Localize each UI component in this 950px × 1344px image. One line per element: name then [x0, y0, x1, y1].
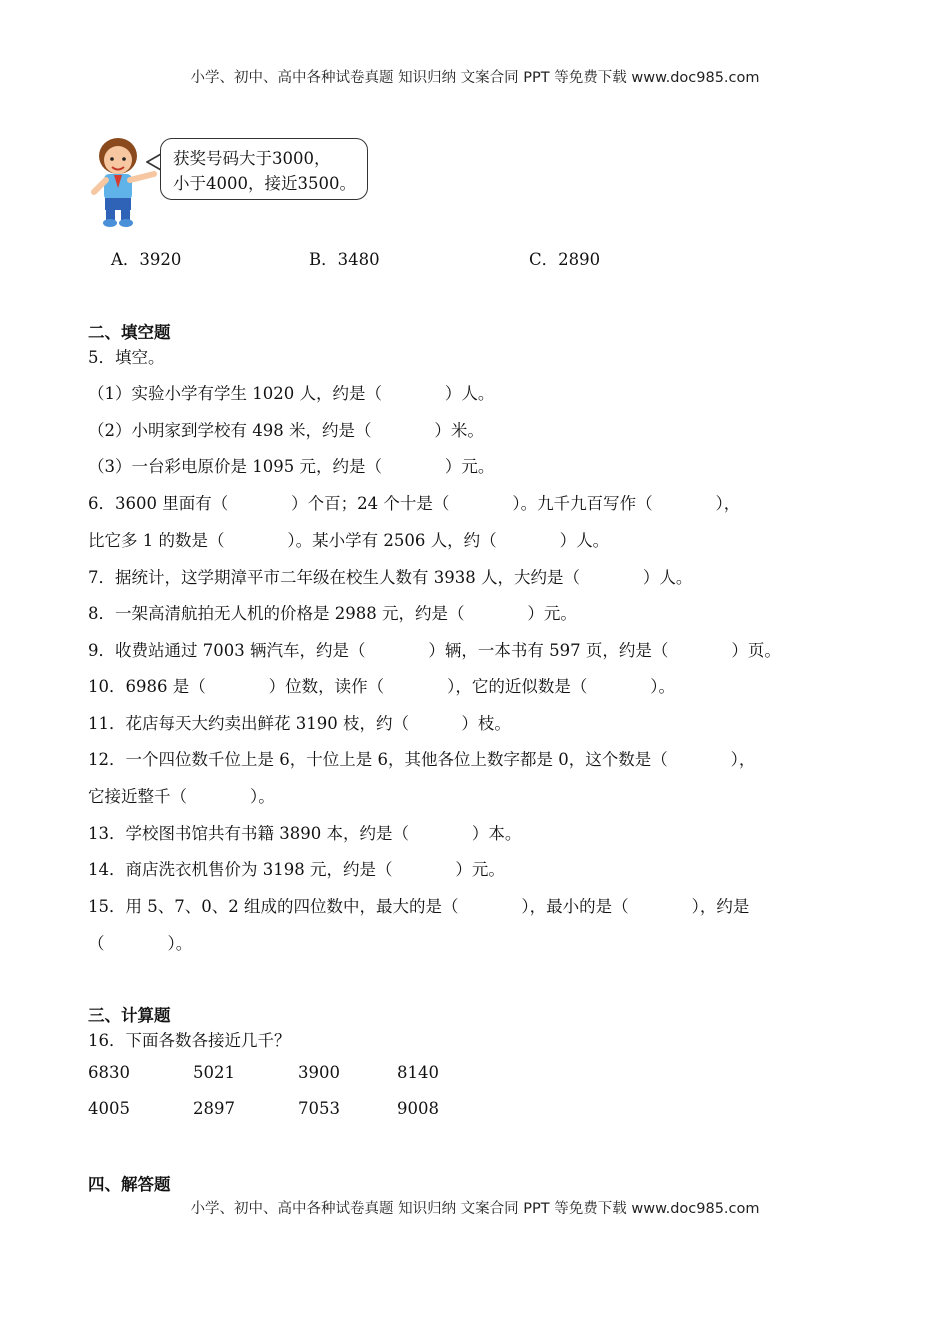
option-a: A．3920: [111, 250, 182, 269]
question-5-2: （2）小明家到学校有 498 米，约是（ ）米。: [88, 421, 484, 440]
number-cell: 4005: [88, 1099, 130, 1118]
question-14: 14．商店洗衣机售价为 3198 元，约是（ ）元。: [88, 860, 505, 879]
option-c: C．2890: [529, 250, 601, 269]
question-15-line-1: 15．用 5、7、0、2 组成的四位数中，最大的是（ ），最小的是（ ），约是: [88, 897, 750, 916]
question-6-line-2: 比它多 1 的数是（ ）。某小学有 2506 人，约（ ）人。: [88, 531, 610, 550]
number-cell: 7053: [298, 1099, 340, 1118]
question-10: 10．6986 是（ ）位数，读作（ ），它的近似数是（ ）。: [88, 677, 676, 696]
number-cell: 2897: [193, 1099, 235, 1118]
number-cell: 8140: [397, 1063, 439, 1082]
question-12-line-2: 它接近整千（ ）。: [88, 787, 275, 806]
number-cell: 9008: [397, 1099, 439, 1118]
question-15-line-2: （ ）。: [88, 934, 193, 953]
number-cell: 6830: [88, 1063, 130, 1082]
section-2-title: 二、填空题: [88, 323, 171, 342]
question-11: 11．花店每天大约卖出鲜花 3190 枝，约（ ）枝。: [88, 714, 511, 733]
question-5-1: （1）实验小学有学生 1020 人，约是（ ）人。: [88, 384, 495, 403]
number-cell: 3900: [298, 1063, 340, 1082]
bubble-line-1: 获奖号码大于3000，: [173, 149, 331, 168]
option-b: B．3480: [309, 250, 380, 269]
section-4-title: 四、解答题: [88, 1175, 171, 1194]
section-3-title: 三、计算题: [88, 1006, 171, 1025]
question-7: 7．据统计，这学期漳平市二年级在校生人数有 3938 人，大约是（ ）人。: [88, 568, 693, 587]
question-8: 8．一架高清航拍无人机的价格是 2988 元，约是（ ）元。: [88, 604, 577, 623]
question-13: 13．学校图书馆共有书籍 3890 本，约是（ ）本。: [88, 824, 522, 843]
question-5: 5．填空。: [88, 348, 165, 367]
speech-bubble: [160, 138, 368, 200]
page-header: 小学、初中、高中各种试卷真题 知识归纳 文案合同 PPT 等免费下载 www.doc985.com: [190, 70, 760, 86]
question-12-line-1: 12．一个四位数千位上是 6，十位上是 6，其他各位上数字都是 0，这个数是（ ），: [88, 750, 756, 769]
boy-mascot-illustration: [84, 132, 160, 228]
number-cell: 5021: [193, 1063, 235, 1082]
question-6-line-1: 6．3600 里面有（ ）个百；24 个十是（ ）。九千九百写作（ ），: [88, 494, 741, 513]
question-9: 9．收费站通过 7003 辆汽车，约是（ ）辆，一本书有 597 页，约是（ ）页。: [88, 641, 781, 660]
question-16: 16．下面各数各接近几千？: [88, 1031, 291, 1050]
question-5-3: （3）一台彩电原价是 1095 元，约是（ ）元。: [88, 457, 495, 476]
page-footer: 小学、初中、高中各种试卷真题 知识归纳 文案合同 PPT 等免费下载 www.doc985.com: [190, 1201, 760, 1217]
bubble-line-2: 小于4000，接近3500。: [173, 174, 356, 193]
